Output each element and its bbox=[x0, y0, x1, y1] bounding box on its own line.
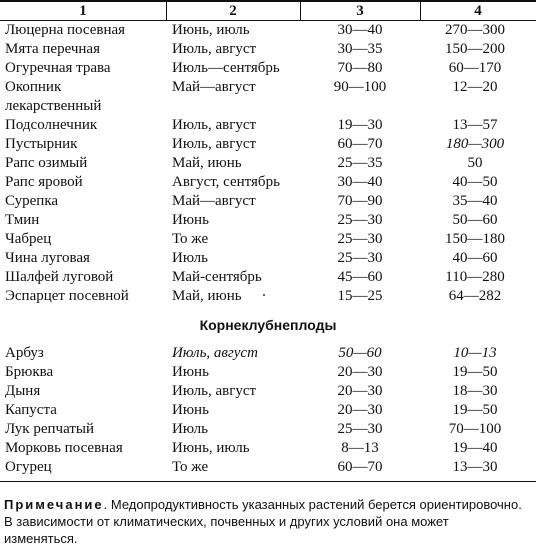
value-col-3: 45—60 bbox=[337, 269, 383, 285]
flowering-period: Май, июнь bbox=[172, 155, 242, 171]
table-row bbox=[0, 401, 536, 420]
value-col-4: 110—280 bbox=[445, 269, 505, 285]
value-col-3: 30—40 bbox=[337, 174, 383, 190]
table-row bbox=[0, 268, 536, 287]
flowering-period: То же bbox=[172, 231, 209, 247]
footnote-text: . Медопродуктивность указанных растений берется ориентировочно. В зависимости от климатических, почвенных и других условий она может изменяться. bbox=[4, 497, 522, 546]
header-col-1: 1 bbox=[79, 3, 87, 19]
value-col-4: 150—200 bbox=[445, 41, 505, 57]
value-col-3: 8—13 bbox=[341, 440, 379, 456]
table-row bbox=[0, 211, 536, 230]
table-row bbox=[0, 439, 536, 458]
value-col-3: 70—90 bbox=[337, 193, 383, 209]
table-header bbox=[0, 0, 536, 21]
value-col-4: 180—300 bbox=[445, 136, 505, 152]
table-row bbox=[0, 173, 536, 192]
value-col-3: 50—60 bbox=[338, 345, 382, 361]
flowering-period: Июль—сентябрь bbox=[172, 60, 280, 76]
value-col-3: 60—70 bbox=[337, 459, 383, 475]
flowering-period: Июнь, июль bbox=[172, 440, 250, 456]
table-row bbox=[0, 344, 536, 363]
flowering-period: Июнь, июль bbox=[172, 22, 250, 38]
value-col-4: 18—30 bbox=[452, 383, 498, 399]
footnote bbox=[4, 496, 524, 547]
table-row bbox=[0, 382, 536, 401]
value-col-3: 30—40 bbox=[337, 22, 383, 38]
plant-name: Огуречная трава bbox=[5, 60, 111, 76]
plant-name: Пустырник bbox=[5, 136, 78, 152]
value-col-4: 60—170 bbox=[448, 60, 502, 76]
flowering-period: Июнь bbox=[172, 402, 209, 418]
table-row bbox=[0, 230, 536, 249]
flowering-period: То же bbox=[172, 459, 209, 475]
plant-name: Рапс озимый bbox=[5, 155, 88, 171]
plant-name: Сурепка bbox=[5, 193, 59, 209]
value-col-3: 20—30 bbox=[337, 383, 383, 399]
flowering-period: Июль, август bbox=[172, 345, 258, 361]
flowering-period: Июль, август bbox=[172, 117, 257, 133]
value-col-4: 13—57 bbox=[452, 117, 498, 133]
value-col-4: 64—282 bbox=[448, 288, 502, 304]
flowering-period: Май—август bbox=[172, 79, 256, 95]
flowering-period: Май—август bbox=[172, 193, 256, 209]
header-col-3: 3 bbox=[356, 3, 364, 19]
plant-name: Брюква bbox=[5, 364, 54, 380]
value-col-4: 50—60 bbox=[452, 212, 498, 228]
value-col-4: 150—180 bbox=[445, 231, 505, 247]
value-col-4: 40—60 bbox=[452, 250, 498, 266]
table-bottom-rule bbox=[0, 481, 536, 482]
value-col-3: 25—35 bbox=[337, 155, 383, 171]
value-col-3: 25—30 bbox=[337, 421, 383, 437]
table-row bbox=[0, 135, 536, 154]
value-col-3: 19—30 bbox=[337, 117, 383, 133]
plant-name: Шалфей луговой bbox=[5, 269, 114, 285]
value-col-4: 70—100 bbox=[448, 421, 502, 437]
value-col-3: 15—25 bbox=[337, 288, 383, 304]
table-row bbox=[0, 363, 536, 382]
flowering-period: Май, июнь bbox=[172, 288, 242, 304]
plant-name: Капуста bbox=[5, 402, 57, 418]
value-col-4: 19—50 bbox=[452, 364, 498, 380]
value-col-3: 20—30 bbox=[337, 364, 383, 380]
flowering-period: Май-сентябрь bbox=[172, 269, 262, 285]
flowering-period: Июль, август bbox=[172, 383, 257, 399]
value-col-3: 60—70 bbox=[337, 136, 383, 152]
value-col-4: 10—13 bbox=[453, 345, 497, 361]
header-col-2: 2 bbox=[229, 3, 237, 19]
value-col-4: 270—300 bbox=[445, 22, 505, 38]
value-col-4: 13—30 bbox=[452, 459, 498, 475]
value-col-3: 25—30 bbox=[337, 250, 383, 266]
plant-name: Чина луговая bbox=[5, 250, 90, 266]
table-row bbox=[0, 154, 536, 173]
value-col-4: 40—50 bbox=[452, 174, 498, 190]
plant-name: Морковь посевная bbox=[5, 440, 123, 456]
plant-name: Окопник лекарственный bbox=[5, 79, 102, 114]
plant-name: Огурец bbox=[5, 459, 52, 475]
flowering-period: Июнь bbox=[172, 364, 209, 380]
flowering-period: Июнь bbox=[172, 212, 209, 228]
plant-name: Люцерна посевная bbox=[5, 22, 126, 38]
plant-name: Мята перечная bbox=[5, 41, 100, 57]
table-body-bottom bbox=[0, 344, 536, 477]
table-row bbox=[0, 192, 536, 211]
section-title: Корнеклубнеплоды bbox=[199, 317, 337, 333]
table-row bbox=[0, 78, 536, 116]
flowering-period: Июль bbox=[172, 421, 208, 437]
value-col-3: 25—30 bbox=[337, 231, 383, 247]
flowering-period: Июль, август bbox=[172, 41, 257, 57]
footnote-label: Примечание bbox=[4, 497, 104, 512]
flowering-period: Июль bbox=[172, 250, 208, 266]
table-row bbox=[0, 21, 536, 40]
value-col-3: 90—100 bbox=[333, 79, 387, 95]
flowering-period: Август, сентябрь bbox=[172, 174, 280, 190]
table-body-top bbox=[0, 21, 536, 325]
plant-name: Арбуз bbox=[5, 345, 44, 361]
table-row bbox=[0, 249, 536, 268]
value-col-4: 19—40 bbox=[452, 440, 498, 456]
value-col-3: 70—80 bbox=[337, 60, 383, 76]
plant-name: Чабрец bbox=[5, 231, 52, 247]
value-col-4: 12—20 bbox=[452, 79, 498, 95]
print-speck bbox=[263, 294, 265, 296]
value-col-3: 20—30 bbox=[337, 402, 383, 418]
value-col-4: 50 bbox=[467, 155, 483, 171]
flowering-period: Июль, август bbox=[172, 136, 257, 152]
table-row bbox=[0, 420, 536, 439]
table-row bbox=[0, 59, 536, 78]
plant-name: Эспарцет посевной bbox=[5, 288, 129, 304]
table-row bbox=[0, 116, 536, 135]
table-row bbox=[0, 40, 536, 59]
header-col-4: 4 bbox=[474, 3, 482, 19]
plant-name: Тмин bbox=[5, 212, 40, 228]
value-col-4: 19—50 bbox=[452, 402, 498, 418]
value-col-4: 35—40 bbox=[452, 193, 498, 209]
plant-name: Подсолнечник bbox=[5, 117, 98, 133]
plant-name: Дыня bbox=[5, 383, 41, 399]
value-col-3: 30—35 bbox=[337, 41, 383, 57]
plant-name: Лук репчатый bbox=[5, 421, 94, 437]
table-row bbox=[0, 458, 536, 477]
plant-name: Рапс яровой bbox=[5, 174, 83, 190]
value-col-3: 25—30 bbox=[337, 212, 383, 228]
